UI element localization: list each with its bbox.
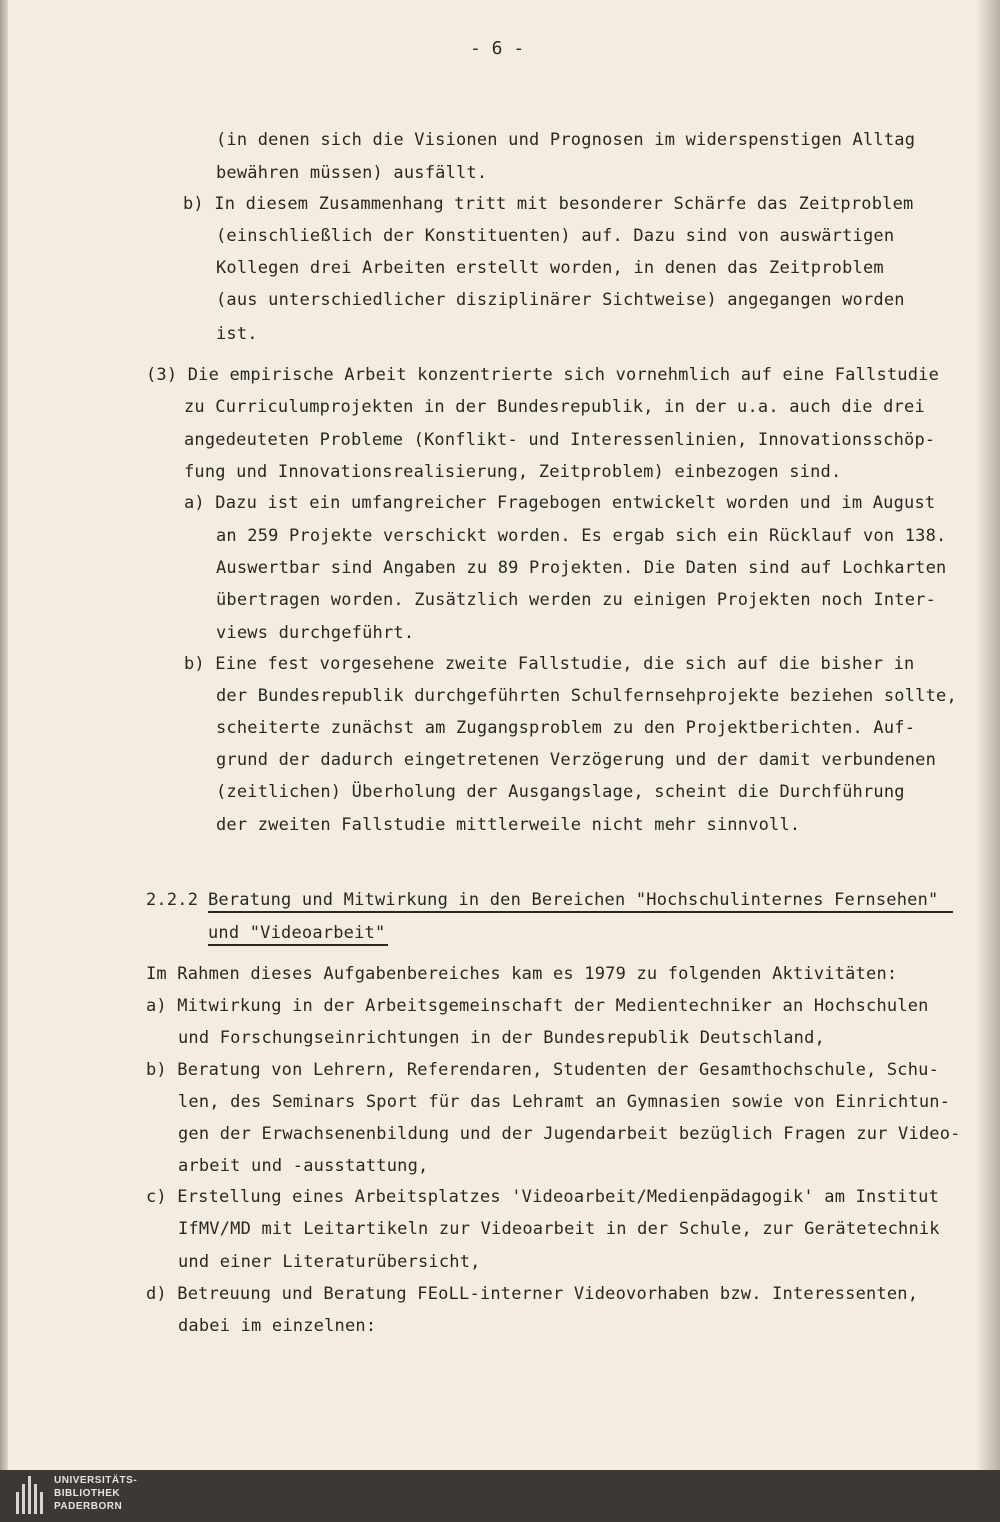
text-line: der Bundesrepublik durchgeführten Schulfernsehprojekte beziehen sollte, bbox=[216, 686, 957, 706]
section-number: 2.2.2 bbox=[146, 890, 199, 910]
section-heading-cont: und "Videoarbeit" bbox=[208, 923, 386, 943]
text-line: a) Mitwirkung in der Arbeitsgemeinschaft der Medientechniker an Hochschulen bbox=[146, 996, 929, 1016]
text-line: IfMV/MD mit Leitartikeln zur Videoarbeit in der Schule, zur Gerätetechnik bbox=[178, 1219, 940, 1239]
text-line: gen der Erwachsenenbildung und der Jugendarbeit bezüglich Fragen zur Video- bbox=[178, 1124, 961, 1144]
text-line: (3) Die empirische Arbeit konzentrierte sich vornehmlich auf eine Fallstudie bbox=[146, 365, 940, 385]
text-line: b) Eine fest vorgesehene zweite Fallstudie, die sich auf die bisher in bbox=[184, 654, 915, 674]
text-line: Kollegen drei Arbeiten erstellt worden, in denen das Zeitproblem bbox=[216, 258, 884, 278]
text-line: (zeitlichen) Überholung der Ausgangslage, scheint die Durchführung bbox=[216, 782, 905, 802]
text-line: (aus unterschiedlicher disziplinärer Sichtweise) angegangen worden bbox=[216, 290, 905, 310]
text-line: grund der dadurch eingetretenen Verzögerung und der damit verbundenen bbox=[216, 750, 937, 770]
text-line: fung und Innovationsrealisierung, Zeitproblem) einbezogen sind. bbox=[184, 462, 842, 482]
text-line: b) Beratung von Lehrern, Referendaren, Studenten der Gesamthochschule, Schu- bbox=[146, 1060, 940, 1080]
text-line: arbeit und -ausstattung, bbox=[178, 1156, 429, 1176]
text-line: (in denen sich die Visionen und Prognosen im widerspenstigen Alltag bbox=[216, 130, 916, 150]
text-line: der zweiten Fallstudie mittlerweile nicht mehr sinnvoll. bbox=[216, 815, 801, 835]
text-line: Auswertbar sind Angaben zu 89 Projekten. Die Daten sind auf Lochkarten bbox=[216, 558, 947, 578]
text-line: dabei im einzelnen: bbox=[178, 1316, 377, 1336]
library-footer bbox=[0, 1470, 1000, 1522]
text-line: und einer Literaturübersicht, bbox=[178, 1252, 481, 1272]
text-line: d) Betreuung und Beratung FEoLL-interner Videovorhaben bzw. Interessenten, bbox=[146, 1284, 919, 1304]
text-line: an 259 Projekte verschickt worden. Es ergab sich ein Rücklauf von 138. bbox=[216, 526, 947, 546]
page-edge-shadow bbox=[976, 0, 1000, 1470]
text-line: angedeuteten Probleme (Konflikt- und Interessenlinien, Innovationsschöp- bbox=[184, 430, 936, 450]
library-logo-icon bbox=[16, 1476, 46, 1514]
text-line: scheiterte zunächst am Zugangsproblem zu den Projektberichten. Auf- bbox=[216, 718, 916, 738]
text-line: und Forschungseinrichtungen in der Bundesrepublik Deutschland, bbox=[178, 1028, 825, 1048]
section-heading: Beratung und Mitwirkung in den Bereichen "Hochschulinternes Fernsehen" bbox=[208, 890, 939, 910]
page-stack-edge bbox=[0, 0, 8, 1470]
text-line: (einschließlich der Konstituenten) auf. Dazu sind von auswärtigen bbox=[216, 226, 895, 246]
text-line: len, des Seminars Sport für das Lehramt an Gymnasien sowie von Einrichtun- bbox=[178, 1092, 951, 1112]
heading-underline bbox=[208, 944, 388, 946]
text-line: a) Dazu ist ein umfangreicher Fragebogen entwickelt worden und im August bbox=[184, 493, 936, 513]
library-name-line2: BIBLIOTHEK bbox=[54, 1488, 121, 1499]
text-line: c) Erstellung eines Arbeitsplatzes 'Videoarbeit/Medienpädagogik' am Institut bbox=[146, 1187, 940, 1207]
library-name-line1: UNIVERSITÄTS- bbox=[54, 1475, 138, 1486]
text-line: b) In diesem Zusammenhang tritt mit besonderer Schärfe das Zeitproblem bbox=[183, 194, 914, 214]
text-line: ist. bbox=[216, 324, 258, 344]
library-name-line3: PADERBORN bbox=[54, 1501, 123, 1512]
text-line: views durchgeführt. bbox=[216, 623, 415, 643]
text-line: bewähren müssen) ausfällt. bbox=[216, 163, 488, 183]
text-line: übertragen worden. Zusätzlich werden zu einigen Projekten noch Inter- bbox=[216, 590, 937, 610]
text-line: zu Curriculumprojekten in der Bundesrepublik, in der u.a. auch die drei bbox=[184, 397, 925, 417]
text-line: Im Rahmen dieses Aufgabenbereiches kam es 1979 zu folgenden Aktivitäten: bbox=[146, 964, 898, 984]
page-number: - 6 - bbox=[470, 38, 525, 59]
heading-underline bbox=[208, 911, 953, 913]
